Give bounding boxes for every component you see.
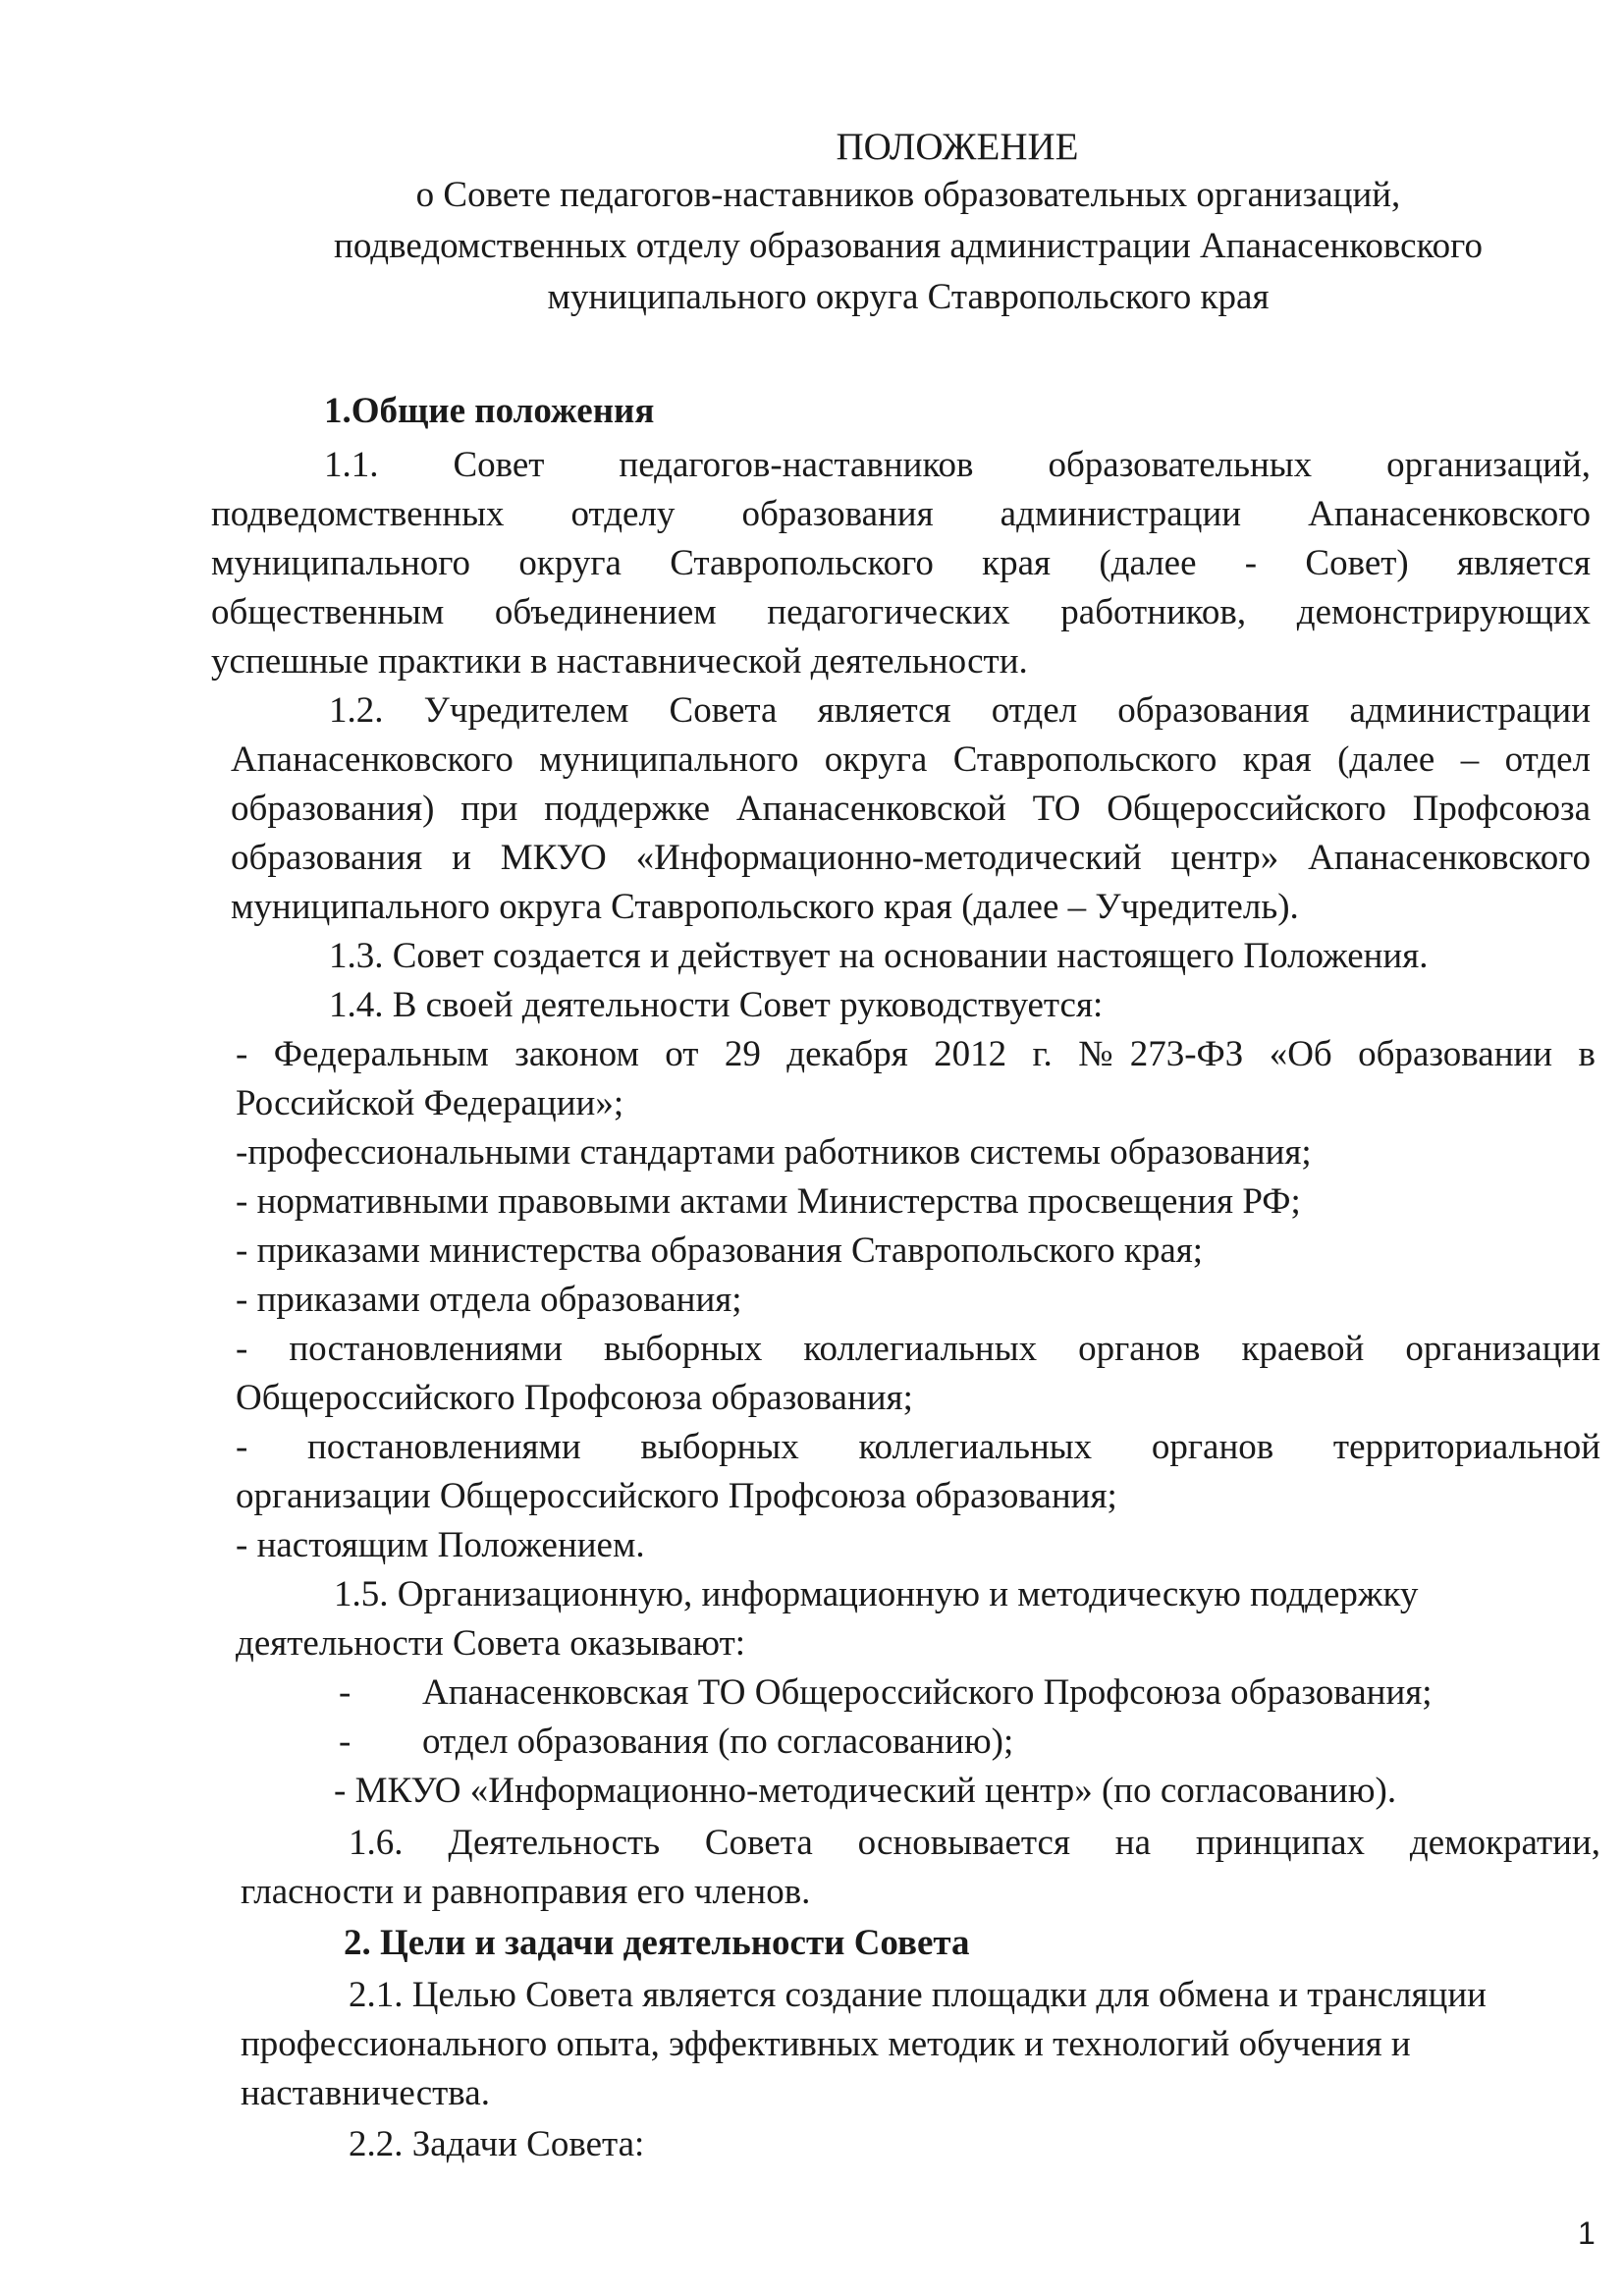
list-item: - приказами отдела образования; (236, 1280, 742, 1320)
list-item: - МКУО «Информационно-методический центр» (по согласованию). (334, 1771, 1397, 1811)
paragraph-line: муниципального округа Ставропольского края (далее - Совет) является (211, 543, 1591, 583)
page-number: 1 (1578, 2215, 1596, 2251)
section-2-heading: 2. Цели и задачи деятельности Совета (344, 1923, 970, 1963)
paragraph-line: образования) при поддержке Апанасенковской ТО Общероссийского Профсоюза (231, 789, 1591, 829)
list-item: - настоящим Положением. (236, 1525, 645, 1565)
list-item: Российской Федерации»; (236, 1083, 624, 1123)
paragraph-line: 1.3. Совет создается и действует на основании настоящего Положения. (329, 936, 1429, 976)
list-item: отдел образования (по согласованию); (422, 1722, 1014, 1762)
subtitle-line: муниципального округа Ставропольского края (547, 277, 1270, 317)
list-item: - постановлениями выборных коллегиальных органов краевой организации (236, 1329, 1600, 1369)
list-item: - нормативными правовыми актами Министерства просвещения РФ; (236, 1181, 1301, 1222)
paragraph-line: образования и МКУО «Информационно-методический центр» Апанасенковского (231, 838, 1591, 878)
document-title: ПОЛОЖЕНИЕ (836, 126, 1079, 168)
paragraph-line: Апанасенковского муниципального округа Ставропольского края (далее – отдел (231, 739, 1591, 780)
paragraph-line: подведомственных отделу образования администрации Апанасенковского (211, 494, 1591, 534)
paragraph-line: 1.4. В своей деятельности Совет руководствуется: (329, 985, 1104, 1025)
list-item: Апанасенковская ТО Общероссийского Профсоюза образования; (422, 1672, 1433, 1713)
paragraph-line: 1.2. Учредителем Совета является отдел образования администрации (329, 690, 1591, 731)
subtitle-line: о Совете педагогов-наставников образовательных организаций, (415, 175, 1401, 215)
list-item: организации Общероссийского Профсоюза образования; (236, 1476, 1117, 1516)
list-item: -профессиональными стандартами работников системы образования; (236, 1132, 1312, 1173)
list-dash: - (339, 1722, 352, 1762)
paragraph-line: 1.5. Организационную, информационную и методическую поддержку (334, 1574, 1419, 1614)
paragraph-line: 2.2. Задачи Совета: (349, 2124, 645, 2164)
paragraph-line: профессионального опыта, эффективных методик и технологий обучения и (241, 2024, 1411, 2064)
paragraph-line: гласности и равноправия его членов. (241, 1872, 811, 1912)
paragraph-line: 1.6. Деятельность Совета основывается на принципах демократии, (349, 1823, 1600, 1863)
list-item: - постановлениями выборных коллегиальных органов территориальной (236, 1427, 1600, 1467)
list-item: Общероссийского Профсоюза образования; (236, 1378, 913, 1418)
paragraph-line: наставничества. (241, 2073, 490, 2113)
paragraph-line: общественным объединением педагогических работников, демонстрирующих (211, 592, 1591, 632)
paragraph-line: успешные практики в наставнической деятельности. (211, 641, 1028, 682)
paragraph-line: 1.1. Совет педагогов-наставников образовательных организаций, (324, 445, 1591, 485)
subtitle-line: подведомственных отделу образования администрации Апанасенковского (334, 226, 1483, 266)
paragraph-line: деятельности Совета оказывают: (236, 1623, 746, 1664)
section-1-heading: 1.Общие положения (324, 391, 655, 431)
list-dash: - (339, 1672, 352, 1713)
list-item: - Федеральным законом от 29 декабря 2012 г. №273-ФЗ «Об образовании в (236, 1034, 1596, 1074)
paragraph-line: муниципального округа Ставропольского края (далее – Учредитель). (231, 887, 1299, 927)
paragraph-line: 2.1. Целью Совета является создание площадки для обмена и трансляции (349, 1975, 1487, 2015)
list-item: - приказами министерства образования Ставропольского края; (236, 1230, 1204, 1271)
